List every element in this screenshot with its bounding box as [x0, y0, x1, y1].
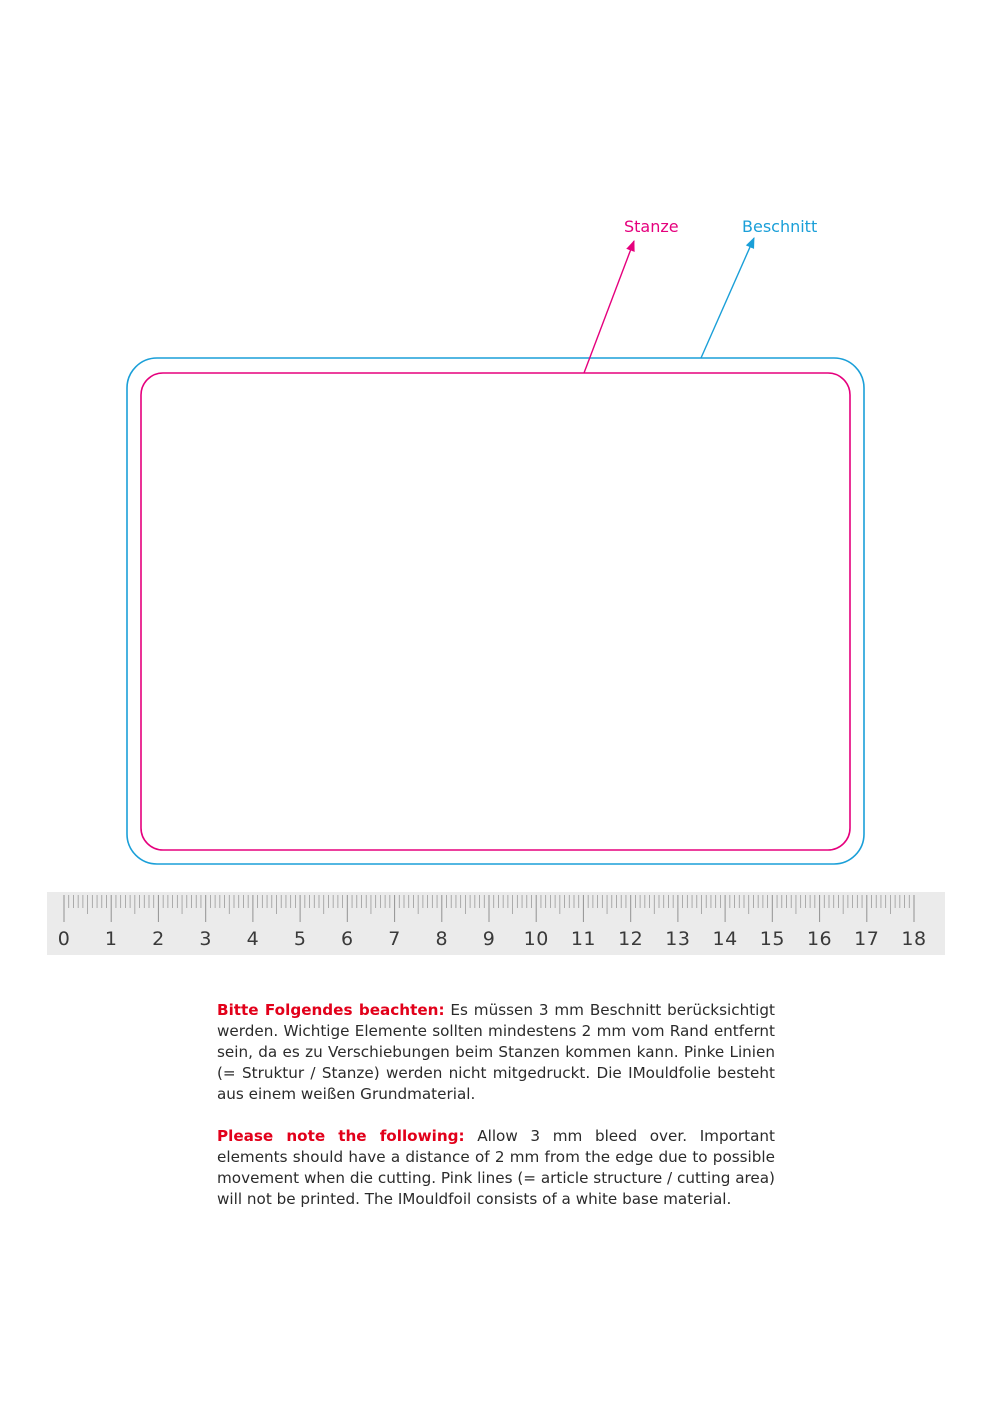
- note-german: [217, 1000, 775, 1105]
- ruler-number: 16: [806, 928, 833, 950]
- beschnitt-arrow: [701, 238, 754, 358]
- note-english-lead: Please note the following:: [217, 1127, 465, 1145]
- note-english: [217, 1126, 775, 1210]
- note-german-text: Es müssen 3 mm Beschnitt berücksichtigt werden. Wichtige Elemente sollten mindestens 2 mm vom Rand entfernt sein, da es zu Verschiebungen beim Stanzen kommen kann. Pinke Linien (= Struktur / Stanze) werden nicht mitgedruckt. Die IMouldfolie besteht aus einem weißen Grundmaterial.: [217, 1001, 775, 1103]
- ruler-number: 5: [293, 928, 307, 950]
- ruler-number: 11: [570, 928, 597, 950]
- ruler-number: 9: [482, 928, 496, 950]
- ruler-number: 14: [712, 928, 738, 950]
- ruler-number: 7: [388, 928, 401, 950]
- stanze-label: Stanze: [624, 217, 679, 236]
- ruler-number: 15: [759, 928, 785, 950]
- ruler-number: 0: [57, 928, 71, 950]
- ruler-number: 12: [618, 928, 644, 950]
- ruler-number: 13: [665, 928, 691, 950]
- note-english-text: Allow 3 mm bleed over. Important elements should have a distance of 2 mm from the edge due to possible movement when die cutting. Pink lines (= article structure / cutting area) will not be printed. The IMouldfoil consists of a white base material.: [217, 1127, 775, 1208]
- ruler-number: 2: [152, 928, 165, 950]
- ruler-number: 3: [199, 928, 212, 950]
- ruler-number: 18: [901, 928, 927, 950]
- stanze-arrow: [584, 241, 634, 373]
- beschnitt-outline: [127, 358, 864, 864]
- ruler-number: 8: [435, 928, 449, 950]
- note-german-lead: Bitte Folgendes beachten:: [217, 1001, 445, 1019]
- ruler-number: 17: [854, 928, 880, 950]
- ruler-number: 6: [341, 928, 354, 950]
- ruler-number: 1: [104, 928, 118, 950]
- ruler-number: 4: [246, 928, 260, 950]
- ruler-number: 10: [523, 928, 549, 950]
- stanze-outline: [141, 373, 850, 850]
- ruler: [47, 892, 945, 955]
- beschnitt-label: Beschnitt: [742, 217, 818, 236]
